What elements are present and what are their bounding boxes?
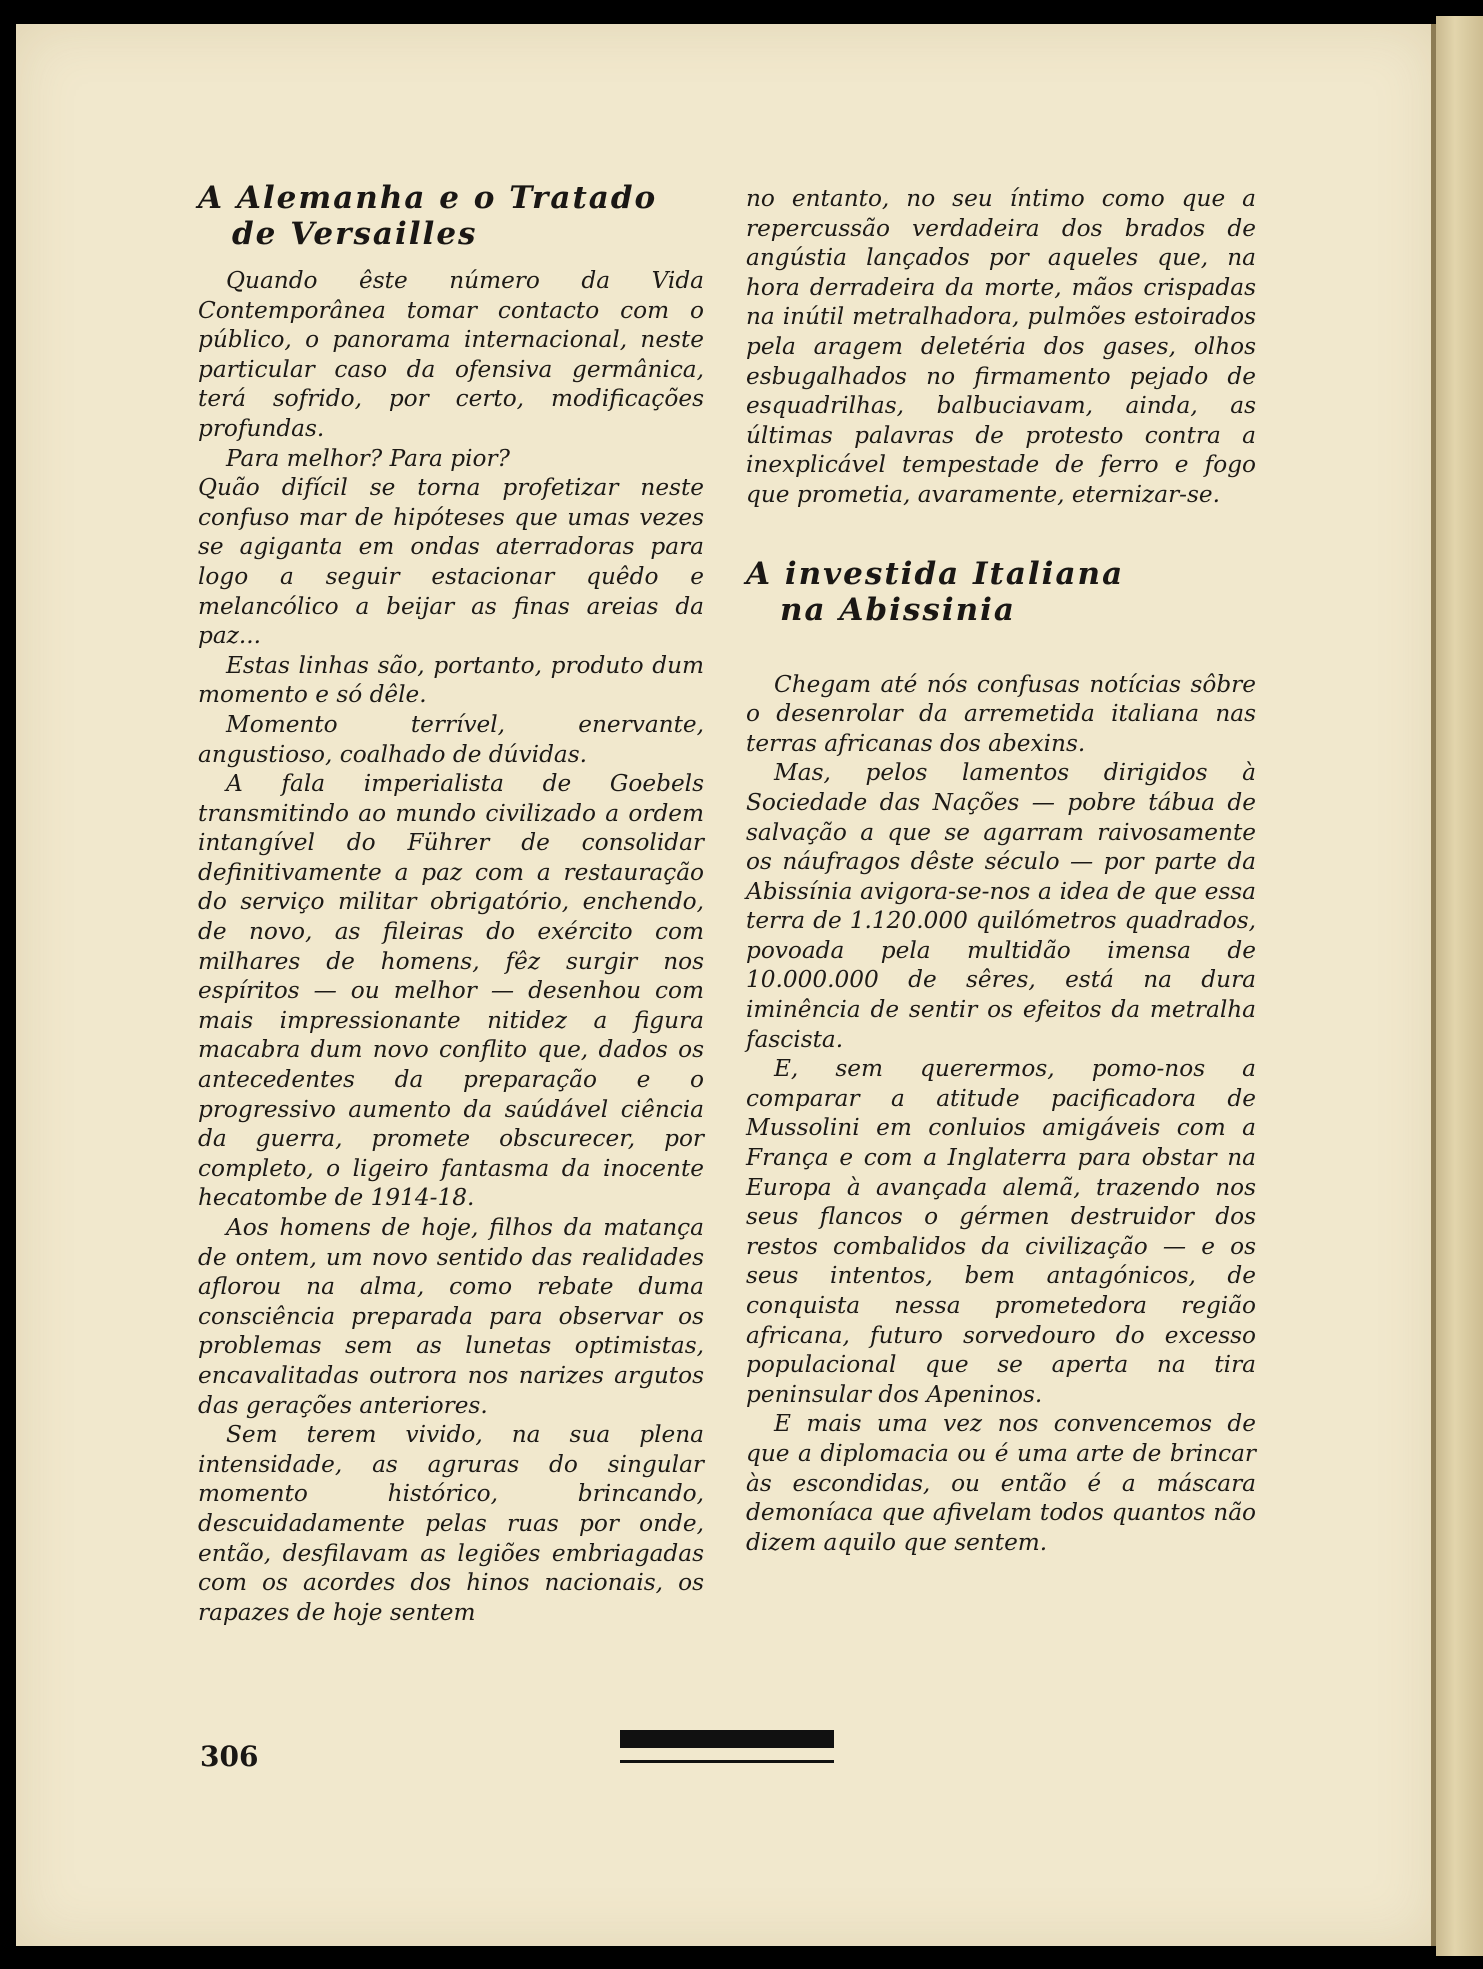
continuation-paragraph: no entanto, no seu íntimo como que a repercussão verdadeira dos brados de angústia lançados por aqueles que, na hora derradeira da morte, mãos crispadas na inútil metralhadora, pulmões estoirados pela aragem deletéria dos gases, olhos esbugalhados no firmamento pejado de esquadrilhas, balbuciavam, ainda, as últimas palavras de protesto contra a inexplicável tempestade de ferro e fogo que prometia, avaramente, eternizar-se. xyxy=(746,185,1256,508)
ornament-thin-rule xyxy=(620,1760,834,1763)
paragraph: Quão difícil se torna profetizar neste confuso mar de hipóteses que umas vezes se agiganta em ondas aterradoras para logo a seguir estacionar quêdo e melancólico a beijar as finas areias da paz... xyxy=(198,474,704,650)
paragraph: A fala imperialista de Goebels transmitindo ao mundo civilizado a ordem intangível do Führer de consolidar definitivamente a paz com a restauração do serviço militar obrigatório, enchendo, de novo, as fileiras do exército com milhares de homens, fêz surgir nos espíritos — ou melhor — desenhou com mais impressionante nitidez a figura macabra dum novo conflito que, dados os antecedentes da preparação e o progressivo aumento da saúdável ciência da guerra, promete obscurecer, por completo, o ligeiro fantasma da inocente hecatombe de 1914-18. xyxy=(198,770,704,1212)
book-spine xyxy=(1436,16,1483,1956)
right-column xyxy=(746,184,1256,1557)
paragraph: Mas, pelos lamentos dirigidos à Sociedade das Nações — pobre tábua de salvação a que se agarram raivosamente os náufragos dêste século — por parte da Abissínia avigora-se-nos a idea de que essa terra de 1.120.000 quilómetros quadrados, povoada pela multidão imensa de 10.000.000 de sêres, está na dura iminência de sentir os efeitos da metralha fascista. xyxy=(746,759,1256,1053)
paragraph: Sem terem vivido, na sua plena intensidade, as agruras do singular momento histórico, brincando, descuidadamente pelas ruas por onde, então, desfilavam as legiões embriagadas com os acordes dos hinos nacionais, os rapazes de hoje sentem xyxy=(198,1421,704,1626)
paragraph: E mais uma vez nos convencemos de que a diplomacia ou é uma arte de brincar às escondidas, ou então é a máscara demoníaca que afivelam todos quantos não dizem aquilo que sentem. xyxy=(746,1410,1256,1556)
paragraph: Para melhor? Para pior? xyxy=(226,444,510,472)
ornament-thick-rule xyxy=(620,1730,834,1748)
page-number: 306 xyxy=(200,1740,259,1773)
article-title-versailles xyxy=(198,180,704,252)
page-edge xyxy=(1431,24,1436,1946)
paragraph: Estas linhas são, portanto, produto dum momento e só dêle. xyxy=(198,651,704,709)
title-line-1: A investida Italiana xyxy=(746,555,1125,592)
title-line-1: A Alemanha e o Tratado xyxy=(198,180,658,216)
end-ornament xyxy=(620,1730,834,1763)
title-line-2: de Versailles xyxy=(232,216,478,252)
paragraph: Chegam até nós confusas notícias sôbre o desenrolar da arremetida italiana nas terras africanas dos abexins. xyxy=(746,670,1256,757)
title-line-2: na Abissinia xyxy=(780,591,1017,628)
article-title-abissinia xyxy=(746,556,1256,628)
paragraph: E, sem querermos, pomo-nos a comparar a atitude pacificadora de Mussolini em conluios amigáveis com a França e com a Inglaterra para obstar na Europa à avançada alemã, trazendo nos seus flancos o gérmen destruidor dos restos combalidos da civilização — e os seus intentos, bem antagónicos, de conquista nessa prometedora região africana, futuro sorvedouro do excesso populacional que se aperta na tira peninsular dos Apeninos. xyxy=(746,1055,1256,1408)
left-column xyxy=(198,180,704,1627)
paragraph: Quando êste número da Vida Contemporânea tomar contacto com o público, o panorama internacional, neste particular caso da ofensiva germânica, terá sofrido, por certo, modificações profundas. xyxy=(198,267,704,442)
paragraph: Momento terrível, enervante, angustioso, coalhado de dúvidas. xyxy=(198,710,704,768)
paragraph: Aos homens de hoje, filhos da matança de ontem, um novo sentido das realidades aflorou na alma, como rebate duma consciência preparada para observar os problemas sem as lunetas optimistas, encavalitadas outrora nos narizes argutos das gerações anteriores. xyxy=(198,1214,704,1419)
